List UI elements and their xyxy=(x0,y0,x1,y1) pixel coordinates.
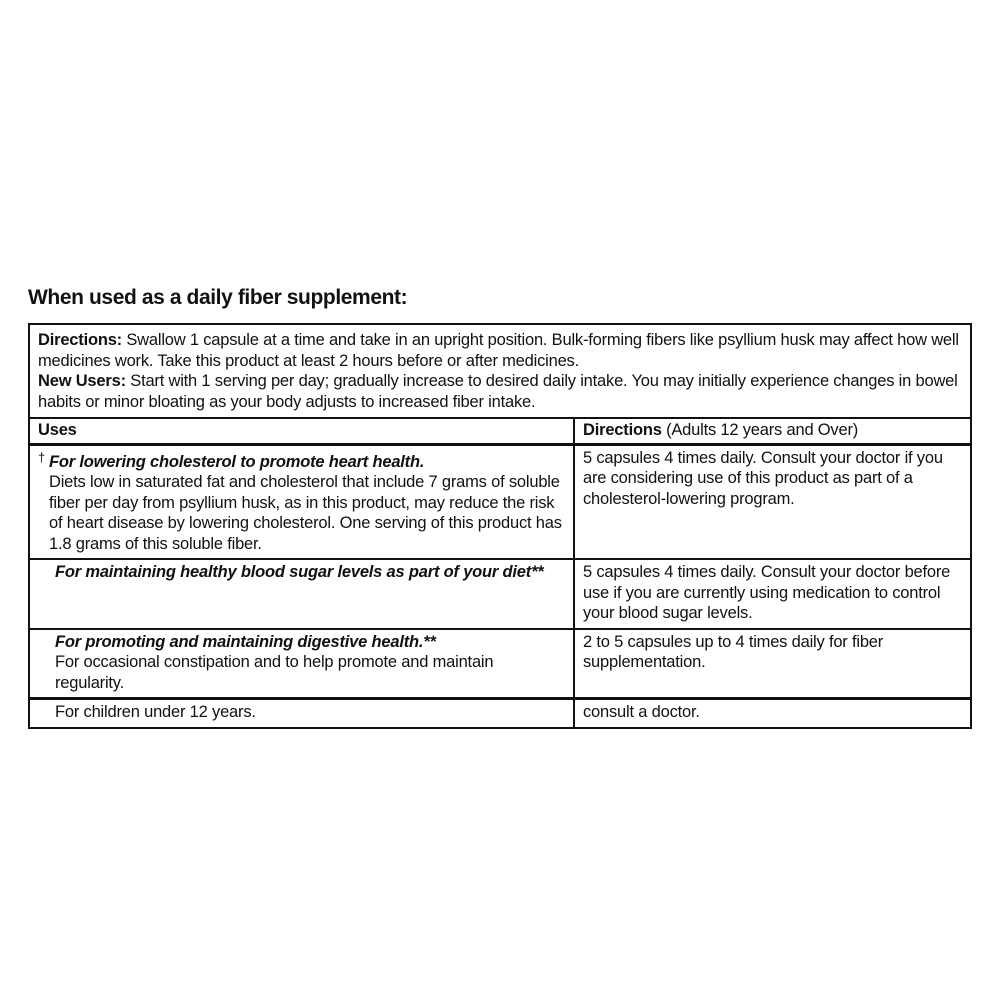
directions-text: 5 capsules 4 times daily. Consult your doctor before use if you are currently using medication to control your blood sugar levels. xyxy=(583,563,951,622)
directions-header-label: Directions xyxy=(583,421,662,439)
table-row xyxy=(30,446,970,559)
directions-header-note: (Adults 12 years and Over) xyxy=(666,421,859,439)
new-users-paragraph xyxy=(38,371,962,412)
use-title: For maintaining healthy blood sugar levels as part of your diet** xyxy=(55,563,544,581)
use-cell-blood-sugar xyxy=(30,560,575,628)
directions-cell-cholesterol xyxy=(575,446,970,559)
dagger-footnote-marker: † xyxy=(38,449,46,465)
use-title: For lowering cholesterol to promote heart health. xyxy=(49,452,425,471)
section-title: When used as a daily fiber supplement: xyxy=(28,286,408,309)
directions-text: 2 to 5 capsules up to 4 times daily for fiber supplementation. xyxy=(583,632,884,671)
directions-cell-digestive xyxy=(575,630,970,698)
directions-label: Directions: xyxy=(38,331,122,349)
use-cell-digestive xyxy=(30,630,575,698)
directions-paragraph xyxy=(38,330,962,371)
directions-text: 5 capsules 4 times daily. Consult your doctor if you are considering use of this product as part of a cholesterol-lowering program. xyxy=(583,448,943,508)
uses-column-header xyxy=(30,419,575,443)
use-body: For occasional constipation and to help promote and maintain regularity. xyxy=(55,653,494,692)
use-heading-line xyxy=(38,448,565,473)
use-cell-children xyxy=(30,700,575,727)
directions-cell-blood-sugar xyxy=(575,560,970,628)
table-header-row xyxy=(30,417,970,446)
new-users-label: New Users: xyxy=(38,372,126,390)
use-body: Diets low in saturated fat and cholesterol that include 7 grams of soluble fiber per day from psyllium husk, as in this product, may reduce the risk of heart disease by lowering cholesterol. One serving of this product has 1.8 grams of this soluble fiber. xyxy=(49,473,562,553)
use-title: For promoting and maintaining digestive health.** xyxy=(55,632,436,651)
use-cell-cholesterol xyxy=(30,446,575,559)
table-row xyxy=(30,558,970,628)
directions-text: consult a doctor. xyxy=(583,703,700,721)
table-row xyxy=(30,628,970,698)
intro-directions-block xyxy=(30,325,970,417)
use-plain-text: For children under 12 years. xyxy=(55,703,256,721)
directions-text: Swallow 1 capsule at a time and take in an upright position. Bulk-forming fibers like psyllium husk may affect how well medicines work. Take this product at least 2 hours before or after medicines. xyxy=(38,331,959,370)
uses-header-label: Uses xyxy=(38,421,77,439)
directions-cell-children xyxy=(575,700,970,727)
directions-column-header xyxy=(575,419,970,443)
directions-table xyxy=(28,323,972,729)
table-row xyxy=(30,697,970,727)
new-users-text: Start with 1 serving per day; gradually increase to desired daily intake. You may initially experience changes in bowel habits or minor bloating as your body adjusts to increased fiber intake. xyxy=(38,372,958,411)
